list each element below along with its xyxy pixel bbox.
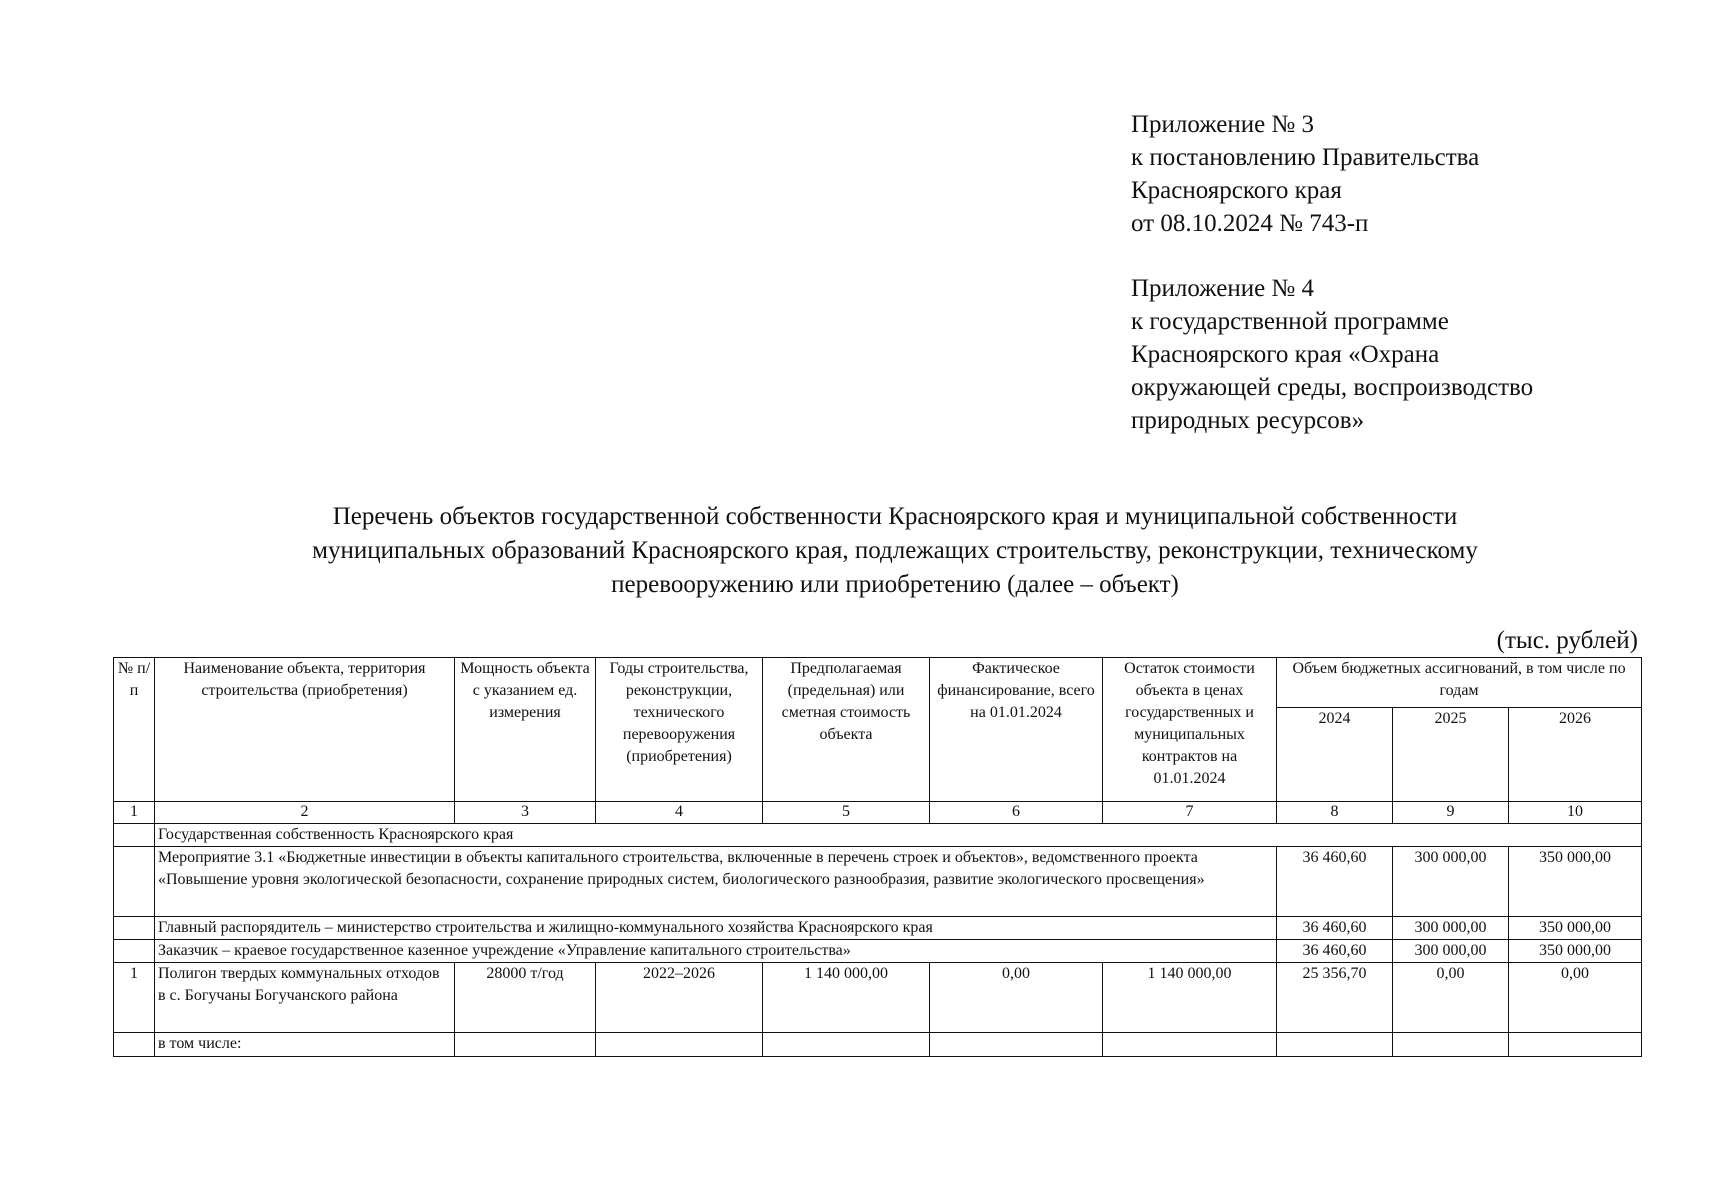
- header-cost: Предполагаемая (предельная) или сметная стоимость объекта: [763, 658, 930, 802]
- column-number: 2: [155, 802, 455, 824]
- column-number: 4: [596, 802, 763, 824]
- empty-cell: [114, 940, 155, 963]
- header-year-2025: 2025: [1393, 708, 1509, 802]
- empty-cell: [596, 1033, 763, 1057]
- header-capacity: Мощность объекта с указанием ед. измерения: [455, 658, 596, 802]
- measure-2025: 300 000,00: [1393, 847, 1509, 917]
- appendix-3-line: к постановлению Правительства: [1131, 144, 1480, 171]
- document-title: [130, 500, 1660, 602]
- appendix-3-line: Приложение № 3: [1131, 111, 1315, 138]
- measure-2024: 36 460,60: [1277, 847, 1393, 917]
- header-year-2026: 2026: [1509, 708, 1642, 802]
- empty-cell: [114, 824, 155, 847]
- empty-cell: [455, 1033, 596, 1057]
- header-years: Годы строительства, реконструкции, технического перевооружения (приобретения): [596, 658, 763, 802]
- object-name: Полигон твердых коммунальных отходов в с. Богучаны Богучанского района: [155, 963, 455, 1033]
- title-line: перевооружению или приобретению (далее – объект): [611, 571, 1179, 598]
- empty-cell: [1277, 1033, 1393, 1057]
- empty-cell: [1393, 1033, 1509, 1057]
- empty-cell: [930, 1033, 1103, 1057]
- header-budget-group: Объем бюджетных ассигнований, в том числе по годам: [1277, 658, 1642, 708]
- measure-text: Мероприятие 3.1 «Бюджетные инвестиции в объекты капитального строительства, включенные в перечень строек и объектов», ведомственного проекта «Повышение уровня экологической безопасности, сохранение природных систем, биологического разнообразия, развитие экологического просвещения»: [155, 847, 1277, 917]
- object-2026: 0,00: [1509, 963, 1642, 1033]
- object-2024: 25 356,70: [1277, 963, 1393, 1033]
- object-remaining: 1 140 000,00: [1103, 963, 1277, 1033]
- manager-text: Главный распорядитель – министерство строительства и жилищно-коммунального хозяйства Красноярского края: [155, 917, 1277, 940]
- appendix-4-line: окружающей среды, воспроизводство: [1131, 374, 1534, 401]
- object-financed: 0,00: [930, 963, 1103, 1033]
- object-2025: 0,00: [1393, 963, 1509, 1033]
- appendix-4-block: [1131, 272, 1533, 437]
- appendix-3-line: от 08.10.2024 № 743-п: [1131, 210, 1369, 237]
- manager-2026: 350 000,00: [1509, 917, 1642, 940]
- appendix-3-line: Красноярского края: [1131, 177, 1342, 204]
- empty-cell: [1103, 1033, 1277, 1057]
- appendix-3-block: [1131, 108, 1479, 240]
- column-number: 1: [114, 802, 155, 824]
- units-label: (тыс. рублей): [1496, 627, 1638, 654]
- appendix-4-line: Красноярского края «Охрана: [1131, 341, 1440, 368]
- object-num: 1: [114, 963, 155, 1033]
- appendix-4-line: к государственной программе: [1131, 308, 1449, 335]
- empty-cell: [114, 1033, 155, 1057]
- customer-2026: 350 000,00: [1509, 940, 1642, 963]
- manager-2024: 36 460,60: [1277, 917, 1393, 940]
- empty-cell: [114, 847, 155, 917]
- column-number: 9: [1393, 802, 1509, 824]
- column-number: 8: [1277, 802, 1393, 824]
- header-year-2024: 2024: [1277, 708, 1393, 802]
- empty-cell: [763, 1033, 930, 1057]
- including-label: в том числе:: [155, 1033, 455, 1057]
- object-cost: 1 140 000,00: [763, 963, 930, 1033]
- column-number: 10: [1509, 802, 1642, 824]
- header-num: № п/п: [114, 658, 155, 802]
- appendix-4-line: природных ресурсов»: [1131, 407, 1365, 434]
- objects-table: [113, 657, 1642, 1057]
- customer-2025: 300 000,00: [1393, 940, 1509, 963]
- measure-2026: 350 000,00: [1509, 847, 1642, 917]
- column-number: 6: [930, 802, 1103, 824]
- header-financed: Фактическое финансирование, всего на 01.01.2024: [930, 658, 1103, 802]
- manager-2025: 300 000,00: [1393, 917, 1509, 940]
- header-remaining: Остаток стоимости объекта в ценах государственных и муниципальных контрактов на 01.01.2024: [1103, 658, 1277, 802]
- customer-2024: 36 460,60: [1277, 940, 1393, 963]
- object-years: 2022–2026: [596, 963, 763, 1033]
- title-line: Перечень объектов государственной собственности Красноярского края и муниципальной собственности: [332, 503, 1458, 530]
- empty-cell: [1509, 1033, 1642, 1057]
- title-line: муниципальных образований Красноярского края, подлежащих строительству, реконструкции, техническому: [312, 537, 1478, 564]
- section-title: Государственная собственность Красноярского края: [155, 824, 1642, 847]
- header-name: Наименование объекта, территория строительства (приобретения): [155, 658, 455, 802]
- object-capacity: 28000 т/год: [455, 963, 596, 1033]
- column-number: 3: [455, 802, 596, 824]
- column-number: 7: [1103, 802, 1277, 824]
- column-number: 5: [763, 802, 930, 824]
- appendix-4-line: Приложение № 4: [1131, 275, 1315, 302]
- customer-text: Заказчик – краевое государственное казенное учреждение «Управление капитального строительства»: [155, 940, 1277, 963]
- empty-cell: [114, 917, 155, 940]
